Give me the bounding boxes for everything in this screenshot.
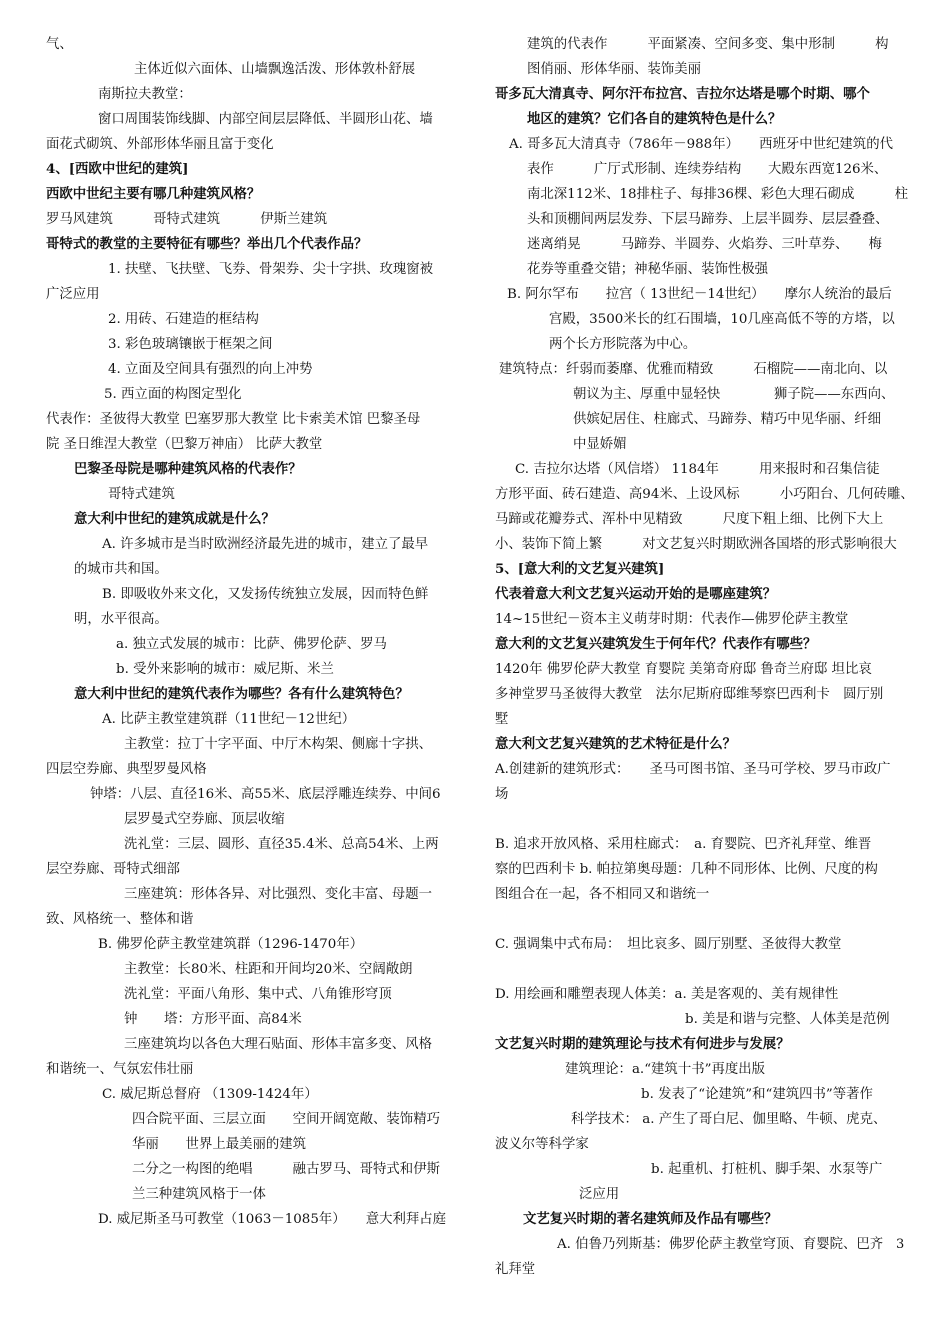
text-line: 场 (495, 787, 509, 802)
text-line: 洗礼堂：平面八角形、集中式、八角锥形穹顶 (124, 987, 392, 1002)
text-line: 和谐统一、气氛宏伟壮丽 (46, 1062, 194, 1077)
heading-line: 意大利中世纪的建筑代表作为哪些？各有什么建筑特色？ (74, 686, 409, 702)
heading-line: 意大利的文艺复兴建筑发生于何年代？代表作有哪些？ (495, 636, 817, 652)
text-line: 波义尔等科学家 (495, 1137, 589, 1152)
text-line: 明，水平很高。 (74, 612, 168, 627)
text-line: 墅 (495, 712, 509, 727)
heading-line: 西欧中世纪主要有哪几种建筑风格？ (46, 186, 261, 202)
text-line: 层罗曼式空券廊、顶层收缩 (124, 812, 285, 827)
text-line: 气、 (46, 37, 73, 52)
text-line: 14~15世纪－资本主义萌芽时期：代表作—佛罗伦萨主教堂 (495, 612, 849, 627)
text-line: 华丽 世界上最美丽的建筑 (132, 1137, 307, 1152)
text-line: 面花式砌筑、外部形体华丽且富于变化 (46, 137, 274, 152)
text-line: 泛应用 (579, 1187, 620, 1202)
text-line: 多神堂罗马圣彼得大教堂 法尔尼斯府邸维琴察巴西利卡 圆厅别 (495, 687, 884, 702)
text-line: 方形平面、砖石建造、高94米、上设风标 小巧阳台、几何砖雕、 (495, 487, 914, 502)
text-line: b. 起重机、打桩机、脚手架、水泵等广 (651, 1162, 883, 1177)
text-line: 建筑理论：a.“建筑十书”再度出版 (565, 1062, 766, 1077)
text-line: C. 威尼斯总督府 （1309-1424年） (102, 1087, 318, 1102)
heading-line: 意大利文艺复兴建筑的艺术特征是什么？ (495, 736, 737, 752)
text-line (495, 957, 911, 982)
text-line: 供嫔妃居住、柱廊式、马蹄券、精巧中见华丽、纤细 (573, 412, 881, 427)
text-line: 三座建筑：形体各异、对比强烈、变化丰富、母题一 (124, 887, 432, 902)
text-line: 5. 西立面的构图定型化 (104, 387, 242, 402)
text-line: 主教堂：拉丁十字平面、中厅木构架、侧廊十字拱、 (124, 737, 432, 752)
text-line: 层空券廊、哥特式细部 (46, 862, 180, 877)
text-line: B. 阿尔罕布 拉宫（ 13世纪－14世纪） 摩尔人统治的最后 (507, 287, 892, 302)
text-line (495, 907, 911, 932)
text-line: 院 圣日维涅大教堂（巴黎万神庙） 比萨大教堂 (46, 437, 323, 452)
text-line: 洗礼堂：三层、圆形、直径35.4米、总高54米、上两 (124, 837, 439, 852)
text-line: 马蹄或花瓣券式、浑朴中见精致 尺度下粗上细、比例下大上 (495, 512, 884, 527)
text-line: B. 追求开放风格、采用柱廊式： a. 育婴院、巴齐礼拜堂、维晋 (495, 837, 872, 852)
text-line: 南斯拉夫教堂： (98, 87, 192, 102)
text-line: 图组合在一起，各不相同又和谐统一 (495, 887, 710, 902)
text-line: 窗口周围装饰线脚、内部空间层层降低、半圆形山花、墙 (98, 112, 433, 127)
text-line: 广泛应用 (46, 287, 100, 302)
heading-line: 巴黎圣母院是哪种建筑风格的代表作？ (74, 461, 302, 477)
text-line: 兰三种建筑风格于一体 (132, 1187, 266, 1202)
text-line: A. 哥多瓦大清真寺（786年－988年） 西班牙中世纪建筑的代 (509, 137, 893, 152)
text-line: 头和顶棚间两层发券、下层马蹄券、上层半圆券、层层叠叠、 (527, 212, 889, 227)
text-line: 图俏丽、形体华丽、装饰美丽 (527, 62, 702, 77)
text-line: 花券等重叠交错；神秘华丽、装饰性极强 (527, 262, 769, 277)
text-line: 迷离绡晃 马蹄券、半圆券、火焰券、三叶草券、 梅 (527, 237, 882, 252)
text-line: 钟 塔：方形平面、高84米 (124, 1012, 302, 1027)
right-column (495, 32, 914, 1282)
text-line: 4. 立面及空间具有强烈的向上冲势 (108, 362, 313, 377)
text-line: 3. 彩色玻璃镶嵌于框架之间 (108, 337, 273, 352)
text-line: 建筑的代表作 平面紧凑、空间多变、集中形制 构 (527, 37, 889, 52)
text-line: 哥特式建筑 (108, 487, 175, 502)
text-line: 宫殿，3500米长的红石围墙，10几座高低不等的方塔，以 (549, 312, 895, 327)
text-line: A. 比萨主教堂建筑群（11世纪－12世纪） (102, 712, 356, 727)
text-line: 钟塔：八层、直径16米、高55米、底层浮雕连续券、中间6 (90, 787, 441, 802)
text-line: b. 美是和谐与完整、人体美是范例 (685, 1012, 890, 1027)
text-line: 小、装饰下简上繁 对文艺复兴时期欧洲各国塔的形式影响很大 (495, 537, 897, 552)
text-line: A.创建新的建筑形式： 圣马可图书馆、圣马可学校、罗马市政广 (495, 762, 891, 777)
text-line: 主教堂：长80米、柱距和开间均20米、空阔敞朗 (124, 962, 413, 977)
heading-line: 文艺复兴时期的建筑理论与技术有何进步与发展？ (495, 1036, 790, 1052)
text-line: b. 发表了“论建筑”和“建筑四书”等著作 (641, 1087, 873, 1102)
text-line: 2. 用砖、石建造的框结构 (108, 312, 259, 327)
text-line: C. 吉拉尔达塔（风信塔） 1184年 用来报时和召集信徒 (515, 462, 880, 477)
text-line: 1. 扶壁、飞扶壁、飞券、骨架券、尖十字拱、玫瑰窗被 (108, 262, 434, 277)
text-line (495, 807, 911, 832)
text-line: 中显娇媚 (573, 437, 627, 452)
text-line: 致、风格统一、整体和谐 (46, 912, 194, 927)
text-line: 科学技术： a. 产生了哥白尼、伽里略、牛顿、虎克、 (571, 1112, 887, 1127)
heading-line: 意大利中世纪的建筑成就是什么？ (74, 511, 275, 527)
text-line: B. 即吸收外来文化，又发扬传统独立发展，因而特色鲜 (102, 587, 429, 602)
heading-line: 4、[西欧中世纪的建筑] (46, 161, 189, 177)
text-line: 代表作：圣彼得大教堂 巴塞罗那大教堂 比卡索美术馆 巴黎圣母 (46, 412, 421, 427)
heading-line: 文艺复兴时期的著名建筑师及作品有哪些？ (523, 1211, 778, 1227)
text-line: a. 独立式发展的城市：比萨、佛罗伦萨、罗马 (116, 637, 387, 652)
heading-line: 5、[意大利的文艺复兴建筑] (495, 561, 665, 577)
text-line: A. 许多城市是当时欧洲经济最先进的城市，建立了最早 (102, 537, 429, 552)
text-line: 建筑特点：纤弱而萎靡、优雅而精致 石榴院——南北向、以 (499, 362, 888, 377)
text-line: 表作 广厅式形制、连续券结构 大殿东西宽126米、 (527, 162, 888, 177)
heading-line: 哥特式的教堂的主要特征有哪些？举出几个代表作品？ (46, 236, 368, 252)
text-line: 南北深112米、18排柱子、每排36棵、彩色大理石砌成 柱 (527, 187, 909, 202)
text-line: 1420年 佛罗伦萨大教堂 育婴院 美第奇府邸 鲁奇兰府邸 坦比哀 (495, 662, 872, 677)
text-line: 两个长方形院落为中心。 (549, 337, 697, 352)
text-line: 主体近似六面体、山墙飘逸活泼、形体敦朴舒展 (134, 62, 416, 77)
heading-line: 代表着意大利文艺复兴运动开始的是哪座建筑？ (495, 586, 777, 602)
text-line: 朝议为主、厚重中显轻快 狮子院——东西向、 (573, 387, 895, 402)
text-line: D. 用绘画和雕塑表现人体美：a. 美是客观的、美有规律性 (495, 987, 839, 1002)
text-line: B. 佛罗伦萨主教堂建筑群（1296-1470年） (98, 937, 364, 952)
heading-line: 地区的建筑？它们各自的建筑特色是什么？ (527, 111, 782, 127)
left-column (46, 32, 462, 1232)
text-line: 的城市共和国。 (74, 562, 168, 577)
text-line: 二分之一构图的绝唱 融古罗马、哥特式和伊斯 (132, 1162, 440, 1177)
text-line: 察的巴西利卡 b. 帕拉第奥母题：几种不同形体、比例、尺度的构 (495, 862, 878, 877)
text-line: 罗马风建筑 哥特式建筑 伊斯兰建筑 (46, 212, 328, 227)
text-line: A. 伯鲁乃列斯基：佛罗伦萨主教堂穹顶、育婴院、巴齐 (557, 1237, 884, 1252)
page-number: 3 (896, 1237, 905, 1252)
text-line: 四合院平面、三层立面 空间开阔宽敞、装饰精巧 (132, 1112, 440, 1127)
heading-line: 哥多瓦大清真寺、阿尔汗布拉宫、吉拉尔达塔是哪个时期、哪个 (495, 86, 870, 102)
text-line: 三座建筑均以各色大理石贴面、形体丰富多变、风格 (124, 1037, 432, 1052)
text-line: C. 强调集中式布局： 坦比哀多、圆厅别墅、圣彼得大教堂 (495, 937, 842, 952)
text-line: 四层空券廊、典型罗曼风格 (46, 762, 207, 777)
text-line: b. 受外来影响的城市：威尼斯、米兰 (116, 662, 334, 677)
text-line: D. 威尼斯圣马可教堂（1063－1085年） 意大利拜占庭 (98, 1212, 447, 1227)
text-line: 礼拜堂 (495, 1262, 536, 1277)
